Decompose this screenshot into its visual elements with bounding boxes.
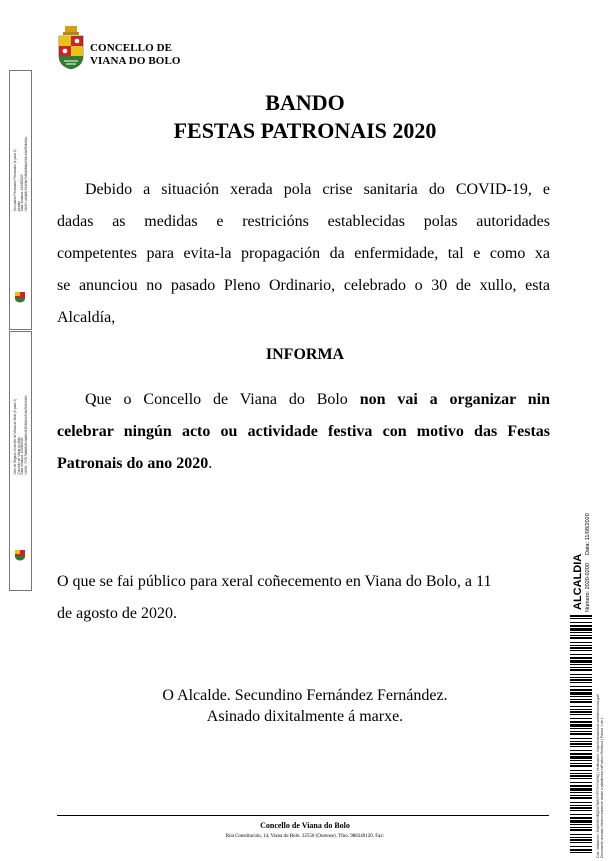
paragraph-intro (57, 174, 550, 334)
registry-department: ALCALDIA (572, 553, 584, 610)
barcode-bar (570, 814, 592, 815)
announcement-bold-3: Patronais do ano 2020 (57, 455, 209, 472)
footer-organization: Concello de Viana do Bolo (260, 821, 350, 830)
barcode-bar (570, 625, 592, 627)
barcode-bar (570, 682, 592, 683)
barcode-bar (570, 782, 592, 783)
barcode-bar (570, 750, 592, 751)
barcode-bar (570, 763, 592, 764)
stamp-1-text (13, 137, 27, 212)
announcement-line-3 (57, 448, 550, 480)
barcode-bar (570, 669, 592, 671)
barcode-bar (570, 817, 592, 819)
announcement-bold-1: non vai a organizar nin (359, 391, 551, 408)
barcode-bar (570, 731, 592, 732)
barcode-bar (570, 738, 592, 739)
announcement-bold-2: celebrar ningún acto ou actividade festiva con motivo das Festas (57, 423, 550, 440)
registry-date: Data: 11/08/2020 (585, 513, 591, 555)
barcode-bar (570, 721, 592, 723)
barcode-bar (570, 637, 592, 639)
signature-stamp-2 (9, 331, 32, 591)
signature-note: Asinado dixitalmente á marxe. (206, 708, 404, 725)
organization-name (90, 42, 181, 68)
barcode-bar (570, 714, 592, 715)
barcode-bar (570, 642, 592, 643)
intro-line-3: competentes para evita-la propagación da enfermidade, tal e como xa (57, 245, 550, 262)
barcode-bar (570, 746, 592, 747)
announcement-period: . (208, 455, 213, 472)
barcode-bar (570, 650, 592, 651)
barcode-bar (570, 810, 592, 811)
barcode-bar (570, 728, 592, 729)
barcode-bar (570, 647, 592, 649)
barcode-bar (570, 706, 592, 707)
stamp-1-line-2: Alcalde (15, 201, 20, 212)
coat-of-arms-logo (58, 26, 84, 70)
barcode-bar (570, 770, 592, 771)
barcode-bar (570, 674, 592, 675)
barcode-bar (570, 689, 592, 691)
barcode-bar (570, 852, 592, 853)
intro-line-5: Alcaldía, (57, 309, 116, 326)
barcode-bar (570, 667, 592, 668)
stamp-1-line-1: Secundino Fernández Fernández (1 para 2) (12, 149, 17, 212)
barcode-bar (570, 760, 592, 761)
validation-line-2: Documento asinado electronicamente desde a plataforma esPublico Gestiona | Páxina 1 de 1 (600, 717, 604, 858)
intro-line-2: dadas as medidas e restricións establecidas polas autoridades (57, 213, 550, 230)
barcode-bar (570, 635, 592, 636)
barcode-bar (570, 733, 592, 735)
barcode-bar (570, 773, 592, 774)
stamp-2-line-4: HASH: 7e7b7fa8a8b8c9dd0ec81f2b2d4e5c6a7b8c9d0e (23, 395, 28, 475)
stamp-2-text (13, 396, 27, 475)
closing-line-2: de agosto de 2020. (57, 605, 177, 622)
barcode-bar (570, 692, 592, 695)
stamp-1-emblem-icon (14, 291, 26, 303)
signature-name: O Alcalde. Secundino Fernández Fernández. (162, 687, 448, 704)
barcode-bar (570, 724, 592, 727)
barcode-bar (570, 679, 592, 681)
barcode-bar (570, 664, 592, 665)
barcode-bar (570, 654, 592, 655)
barcode-bar (570, 677, 592, 678)
barcode-bar (570, 615, 592, 617)
barcode-bar (570, 632, 592, 633)
barcode-bar (570, 827, 592, 828)
barcode-bar (570, 686, 592, 687)
announcement-line-1 (57, 384, 550, 416)
barcode-bar (570, 699, 592, 700)
barcode-bar (570, 618, 592, 619)
barcode-bar (570, 718, 592, 719)
informa-heading: INFORMA (265, 346, 345, 363)
barcode-bar (570, 765, 592, 767)
registry-number: Número: 2020-0200 (585, 563, 591, 612)
org-line-1: CONCELLO DE (90, 42, 173, 54)
barcode-bar (570, 820, 592, 823)
announcement-plain: Que o Concello de Viana do Bolo (85, 391, 360, 408)
barcode-bar (570, 802, 592, 803)
barcode-bar (570, 792, 592, 793)
paragraph-closing (57, 566, 550, 630)
barcode-bar (570, 709, 592, 710)
barcode-bar (570, 849, 592, 851)
stamp-2-line-2: Concello de Viana do Bolo (15, 437, 20, 475)
barcode-bar (570, 785, 592, 787)
barcode-bar (570, 645, 592, 646)
stamp-2-line-3: Data Sinatura: 11/08/2020 (19, 437, 24, 475)
barcode-bar (570, 837, 592, 838)
barcode-bar (570, 756, 592, 759)
barcode-bar (570, 805, 592, 806)
stamp-1-line-4: HASH: a2dd8c7d1e6a7e8b1d6abb2b1cb4d3fd1b0dc (23, 136, 28, 212)
barcode-bar (570, 824, 592, 825)
barcode-bar (570, 807, 592, 809)
barcode-bar (570, 842, 592, 843)
validation-line-1: Cod. Validación: 3NAXWLNEQJ1CN6N7YPT7VYXHSQ | Verificación: https://vianadobolo.sedelectronica.gal/ (596, 694, 600, 858)
barcode-bar (570, 701, 592, 703)
stamp-2-emblem-icon (14, 549, 26, 561)
footer-address: Rúa Constitución, 14, Viana do Bolo. 32550 (Ourense). Tfno. 988340120. Fax: (225, 834, 385, 839)
paragraph-announcement (57, 384, 550, 480)
barcode (570, 615, 592, 853)
barcode-bar (570, 696, 592, 697)
validation-code (596, 694, 604, 858)
closing-line-1: O que se fai público para xeral coñecemento en Viana do Bolo, a 11 (57, 573, 492, 590)
document-subtitle: FESTAS PATRONAIS 2020 (173, 118, 437, 143)
intro-line-4: se anunciou no pasado Pleno Ordinario, celebrado o 30 de xullo, esta (57, 277, 550, 294)
barcode-bar (570, 797, 592, 799)
barcode-bar (570, 775, 592, 777)
footer-divider (57, 815, 549, 816)
document-title: BANDO (265, 90, 345, 115)
barcode-bar (570, 834, 592, 835)
barcode-bar (570, 795, 592, 796)
barcode-bar (570, 778, 592, 779)
barcode-bar (570, 711, 592, 713)
barcode-bar (570, 846, 592, 847)
barcode-bar (570, 628, 592, 631)
barcode-bar (570, 660, 592, 663)
org-line-2: VIANA DO BOLO (90, 55, 181, 67)
stamp-2-line-1: Selo de Órgano Concello de Viana do Bolo (2 para 2) (12, 399, 17, 475)
barcode-bar (570, 657, 592, 659)
barcode-bar (570, 741, 592, 742)
signature-stamp-1 (9, 70, 32, 330)
barcode-bar (570, 839, 592, 841)
barcode-bar (570, 788, 592, 791)
stamp-1-line-3: Data Sinatura: 11/08/2020 (19, 174, 24, 212)
barcode-bar (570, 829, 592, 831)
barcode-bar (570, 743, 592, 745)
barcode-bar (570, 622, 592, 623)
barcode-bar (570, 753, 592, 755)
intro-line-1: Debido a situación xerada pola crise sanitaria do COVID-19, e (85, 181, 550, 198)
